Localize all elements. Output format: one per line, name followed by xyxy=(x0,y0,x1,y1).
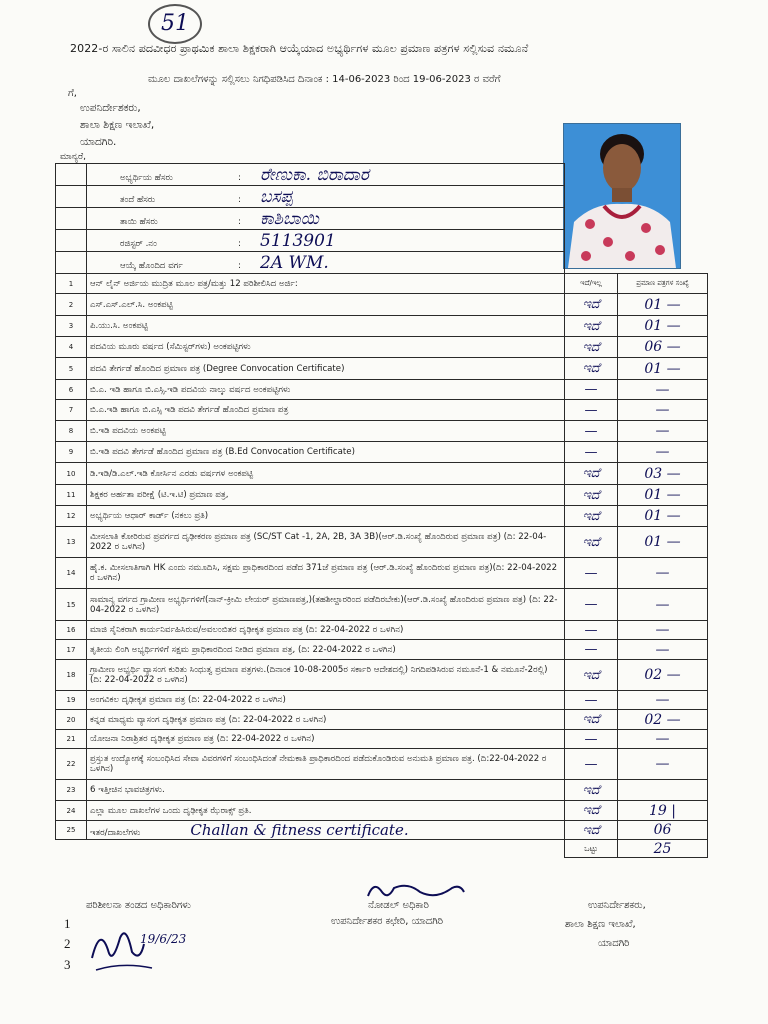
row-description xyxy=(87,274,565,294)
candidate-name-value: ರೇಣುಕಾ. ಬಿರಾದಾರ xyxy=(260,164,369,185)
row-availability: ಇದೆ xyxy=(565,821,618,840)
row-availability: — xyxy=(565,558,618,589)
row-count: 01 — xyxy=(618,316,708,337)
row-availability: ಇದೆ xyxy=(565,710,618,730)
father-name-value: ಬಸಪ್ಪ xyxy=(260,186,293,207)
row-description xyxy=(87,821,565,840)
certificate-row xyxy=(56,400,708,421)
row-description xyxy=(87,463,565,485)
total-spacer xyxy=(56,840,87,858)
row-count: 06 — xyxy=(618,337,708,358)
certificate-row xyxy=(56,801,708,821)
certificate-row xyxy=(56,660,708,691)
form-title: 2022-ರ ಸಾಲಿನ ಪದವೀಧರ ಪ್ರಾಥಮಿಕ ಶಾಲಾ ಶಿಕ್ಷಕರಾಗಿ ಆಯ್ಕೆಯಾದ ಅಭ್ಯರ್ಥಿಗಳ ಮೂಲ ಪ್ರಮಾಣ ಪತ್ರಗಳ ಸಲ್ಲಿಸುವ ನಮೂನೆ xyxy=(70,42,529,55)
row-description-text: ಬಿ.ಇಡಿ ಪದವಿ ತೇರ್ಗಡೆ ಹೊಂದಿದ ಪ್ರಮಾಣ ಪತ್ರ (B.Ed Convocation Certificate) xyxy=(90,447,355,457)
certificate-row xyxy=(56,442,708,463)
row-description xyxy=(87,691,565,710)
father-name-label: ತಂದೆ ಹೆಸರು xyxy=(120,194,156,205)
row-count: 02 — xyxy=(618,660,708,691)
row-count: — xyxy=(618,442,708,463)
certificate-row xyxy=(56,621,708,640)
address-line-3: ಯಾದಗಿರಿ. xyxy=(80,136,117,148)
row-description xyxy=(87,442,565,463)
verification-signature xyxy=(82,918,192,978)
nodal-officer-office: ಉಪನಿರ್ದೇಶಕರ ಕಛೇರಿ, ಯಾದಗಿರಿ xyxy=(331,916,443,927)
verification-team-label: ಪರಿಶೀಲನಾ ತಂಡದ ಅಧಿಕಾರಿಗಳು xyxy=(86,900,191,911)
candidate-name-row xyxy=(56,164,565,186)
row-serial-number: 3 xyxy=(56,316,87,337)
row-description-text: ಪ್ರಸ್ತುತ ಉದ್ಯೋಗಕ್ಕೆ ಸಂಬಂಧಿಸಿದ ಸೇವಾ ವಿವರಗಳಿಗೆ ಸಂಬಂಧಿಸಿದಂತೆ ನೇಮಕಾತಿ ಪ್ರಾಧಿಕಾರದಿಂದ ಪಡೆದುಕೊಂಡಿರುವ ಅನುಮತಿ ಪ್ರಮಾಣ ಪತ್ರ. (ದಿ:22-04-2022 ರ ಒಳಗಿನ) xyxy=(90,754,547,774)
row-serial-number: 5 xyxy=(56,358,87,380)
row-count: — xyxy=(618,749,708,780)
row-description-text: ಯೋಜನಾ ನಿರಾಶ್ರಿತರ ದೃಢೀಕೃತ ಪ್ರಮಾಣ ಪತ್ರ (ದಿ: 22-04-2022 ರ ಒಳಗಿನ) xyxy=(90,734,315,744)
deputy-director-line-2: ಶಾಲಾ ಶಿಕ್ಷಣ ಇಲಾಖೆ, xyxy=(565,919,636,930)
row-description-text: ಡಿ.ಇಡಿ/ಡಿ.ಎಲ್.ಇಡಿ ಕೋರ್ಸಿನ ಎರಡು ವರ್ಷಗಳ ಅಂಕಪಟ್ಟಿ xyxy=(90,468,254,479)
certificate-row xyxy=(56,589,708,621)
row-count: 19 | xyxy=(618,801,708,821)
certificate-row xyxy=(56,485,708,506)
row-count: — xyxy=(618,589,708,621)
row-availability: ಇದೆ xyxy=(565,463,618,485)
total-label: ಒಟ್ಟು xyxy=(565,840,618,858)
row-description xyxy=(87,316,565,337)
mother-name-label: ತಾಯಿ ಹೆಸರು xyxy=(120,216,158,227)
row-description-text: ಬಿ.ಎ.ಇಡಿ ಹಾಗೂ ಬಿ.ಎಸ್ಸಿ ಇಡಿ ಪದವಿ ತೇರ್ಗಡೆ ಹೊಂದಿದ ಪ್ರಮಾಣ ಪತ್ರ xyxy=(90,405,289,415)
deputy-director-line-1: ಉಪನಿರ್ದೇಶಕರು, xyxy=(588,900,646,911)
category-value: 2A WM. xyxy=(260,252,329,273)
deputy-director-line-3: ಯಾದಗಿರಿ xyxy=(598,938,630,949)
row-serial-number: 18 xyxy=(56,660,87,691)
row-description xyxy=(87,710,565,730)
row-description-text: ಹೈ.ಕ. ಮೀಸಲಾತಿಗಾಗಿ HK ಎಂದು ನಮೂದಿಸಿ, ಸಕ್ಷಮ ಪ್ರಾಧಿಕಾರದಿಂದ ಪಡೆದ 371ಜೆ ಪ್ರಮಾಣ ಪತ್ರ (ಆರ್.ಡಿ.ಸಂಖ್ಯೆ ಹೊಂದಿರುವ ಪ್ರಮಾಣ ಪತ್ರ)(ದಿ: 22-04-2022 ರ ಒಳಗಿನ) xyxy=(90,563,558,583)
row-description-text: ತೃತೀಯ ಲಿಂಗಿ ಅಭ್ಯರ್ಥಿಗಳಿಗೆ ಸಕ್ಷಮ ಪ್ರಾಧಿಕಾರದಿಂದ ನೀಡಿದ ಪ್ರಮಾಣ ಪತ್ರ, (ದಿ: 22-04-2022 ರ ಒಳಗಿನ) xyxy=(90,644,396,655)
colon: : xyxy=(238,194,241,205)
row-description xyxy=(87,527,565,558)
row-serial-number: 20 xyxy=(56,710,87,730)
row-availability: — xyxy=(565,589,618,621)
row-description xyxy=(87,801,565,821)
row-count: — xyxy=(618,421,708,442)
row-availability: — xyxy=(565,730,618,749)
documents-table xyxy=(55,163,565,274)
row-description-text: ಎಲ್ಲಾ ಮೂಲ ದಾಖಲೆಗಳ ಒಂದು ದೃಢೀಕೃತ ಝೆರಾಕ್ಸ್ ಪ್ರತಿ. xyxy=(90,805,252,816)
row-availability: — xyxy=(565,621,618,640)
row-description-text: ಇತರ/ದಾಖಲೆಗಳು xyxy=(90,828,141,838)
row-description-text: ಅಭ್ಯರ್ಥಿಯ ಆಧಾರ್ ಕಾರ್ಡ್ (ನಕಲು ಪ್ರತಿ) xyxy=(90,511,209,521)
row-availability: ಇದೆ xyxy=(565,780,618,801)
nodal-officer-title: ನೋಡಲ್ ಅಧಿಕಾರಿ xyxy=(368,900,429,911)
row-description xyxy=(87,485,565,506)
certificate-row xyxy=(56,558,708,589)
colon: : xyxy=(238,238,241,249)
row-serial-number: 23 xyxy=(56,780,87,801)
row-count: — xyxy=(618,621,708,640)
certificate-row xyxy=(56,730,708,749)
row-availability: ಇದೆ xyxy=(565,527,618,558)
row-description-text: ಬಿ.ಎ. ಇಡಿ ಹಾಗೂ ಬಿ.ಎಸ್ಸಿ.ಇಡಿ ಪದವಿಯ ನಾಲ್ಕು ವರ್ಷದ ಅಂಕಪಟ್ಟಿಗಳು xyxy=(90,384,291,395)
row-description xyxy=(87,294,565,316)
colon: : xyxy=(238,172,241,183)
address-line-1: ಉಪನಿರ್ದೇಶಕರು, xyxy=(80,102,141,114)
row-description xyxy=(87,660,565,691)
page-number: 51 xyxy=(148,4,202,44)
certificate-row xyxy=(56,421,708,442)
row-count: — xyxy=(618,380,708,400)
yes-no-header: ಇದೆ/ಇಲ್ಲ xyxy=(565,274,618,294)
row-count: 06 xyxy=(618,821,708,840)
row-availability: ಇದೆ xyxy=(565,506,618,527)
row-serial-number: 14 xyxy=(56,558,87,589)
row-description-text: ಶಿಕ್ಷಕರ ಅರ್ಹತಾ ಪರೀಕ್ಷೆ (ಟಿ.ಇ.ಟಿ) ಪ್ರಮಾಣ ಪತ್ರ, xyxy=(90,490,229,500)
row-count: 03 — xyxy=(618,463,708,485)
row-serial-number: 12 xyxy=(56,506,87,527)
row-description-text: ಪಿ.ಯು.ಸಿ. ಅಂಕಪಟ್ಟಿ xyxy=(90,321,149,331)
row-serial-number: 19 xyxy=(56,691,87,710)
row-description xyxy=(87,380,565,400)
row-serial-number: 11 xyxy=(56,485,87,506)
total-row xyxy=(56,840,708,858)
row-description-text: ಪದವಿ ತೇರ್ಗಡೆ ಹೊಂದಿದ ಪ್ರಮಾಣ ಪತ್ರ (Degree Convocation Certificate) xyxy=(90,363,345,374)
row-serial-number: 22 xyxy=(56,749,87,780)
row-description-text: ಕನ್ನಡ ಮಾಧ್ಯಮ ವ್ಯಾಸಂಗ ದೃಢೀಕೃತ ಪ್ರಮಾಣ ಪತ್ರ (ದಿ: 22-04-2022 ರ ಒಳಗಿನ) xyxy=(90,714,327,725)
row-description xyxy=(87,621,565,640)
row-serial-number: 24 xyxy=(56,801,87,821)
row-availability: — xyxy=(565,749,618,780)
certificate-row xyxy=(56,749,708,780)
row-serial-number: 10 xyxy=(56,463,87,485)
row-serial-number: 7 xyxy=(56,400,87,421)
row-serial-number: 4 xyxy=(56,337,87,358)
row-count: — xyxy=(618,730,708,749)
handwritten-note: Challan & fitness certificate. xyxy=(190,821,409,839)
row-serial-number: 1 xyxy=(56,274,87,294)
colon: : xyxy=(238,216,241,227)
row-description-text: ಮೀಸಲಾತಿ ಕೋರಿರುವ ಪ್ರವರ್ಗದ ದೃಢೀಕರಣ ಪ್ರಮಾಣ ಪತ್ರ (SC/ST Cat -1, 2A, 2B, 3A 3B)(ಆರ್.ಡಿ.ಸಂಖ್ಯೆ ಹೊಂದಿರುವ ಪ್ರಮಾಣ ಪತ್ರ) (ದಿ: 22-04-2022 ರ ಒಳಗಿನ) xyxy=(90,532,547,552)
row-count: — xyxy=(618,400,708,421)
certificate-row xyxy=(56,780,708,801)
mother-name-value: ಕಾಶಿಬಾಯಿ xyxy=(260,208,319,229)
category-label: ಆಯ್ಕೆ ಹೊಂದಿದ ವರ್ಗ xyxy=(120,260,183,271)
certificate-row xyxy=(56,274,708,294)
submission-dates: ಮೂಲ ದಾಖಲೆಗಳನ್ನು ಸಲ್ಲಿಸಲು ನಿಗಧಿಪಡಿಸಿದ ದಿನಾಂಕ : 14-06-2023 ರಿಂದ 19-06-2023 ರ ವರೆಗೆ xyxy=(148,74,501,85)
row-description xyxy=(87,506,565,527)
register-number-value: 5113901 xyxy=(260,230,336,251)
row-count: — xyxy=(618,691,708,710)
count-header: ಪ್ರಮಾಣ ಪತ್ರಗಳ ಸಂಖ್ಯೆ xyxy=(618,274,708,294)
row-description-text: ಅಂಗವಿಕಲ ದೃಢೀಕೃತ ಪ್ರಮಾಣ ಪತ್ರ (ದಿ: 22-04-2022 ರ ಒಳಗಿನ) xyxy=(90,695,286,705)
certificate-row xyxy=(56,527,708,558)
row-availability: — xyxy=(565,421,618,442)
row-serial-number: 17 xyxy=(56,640,87,660)
salutation: ಮಾನ್ಯರೆ, xyxy=(60,152,86,162)
register-number-row xyxy=(56,230,565,252)
candidate-name-label: ಅಭ್ಯರ್ಥಿಯ ಹೆಸರು xyxy=(120,172,173,183)
row-count: — xyxy=(618,558,708,589)
row-availability: — xyxy=(565,380,618,400)
row-description-text: ಗ್ರಾಮೀಣ ಅಭ್ಯರ್ಥಿ ವ್ಯಾಸಂಗ ಕುರಿತು ಸಿಂಧುತ್ವ ಪ್ರಮಾಣ ಪತ್ರಗಳು.(ದಿನಾಂಕ 10-08-2005ರ ಸರ್ಕಾರಿ ಆದೇಶದಲ್ಲಿ) ನಿಗದಿಪಡಿಸಿರುವ ನಮೂನೆ-1 & ನಮೂನೆ-2ರಲ್ಲಿ) (ದಿ: 22-04-2022 ರ ಒಳಗಿನ) xyxy=(90,665,548,685)
row-description xyxy=(87,640,565,660)
to-mark: ಗೆ, xyxy=(68,88,77,99)
row-availability: — xyxy=(565,442,618,463)
row-count: 02 — xyxy=(618,710,708,730)
mother-name-row xyxy=(56,208,565,230)
row-description-text: ಮಾಜಿ ಸೈನಿಕರಾಗಿ ಕಾರ್ಯನಿರ್ವಹಿಸಿರುವ/ಅವಲಂಬಿತರ ದೃಢೀಕೃತ ಪ್ರಮಾಣ ಪತ್ರ (ದಿ: 22-04-2022 ರ ಒಳಗಿನ) xyxy=(90,625,404,635)
row-count: 01 — xyxy=(618,358,708,380)
row-serial-number: 9 xyxy=(56,442,87,463)
row-count: — xyxy=(618,640,708,660)
row-description xyxy=(87,780,565,801)
row-description-text: ಬಿ.ಇಡಿ ಪದವಿಯ ಅಂಕಪಟ್ಟಿ xyxy=(90,426,166,436)
certificate-row xyxy=(56,337,708,358)
row-availability: ಇದೆ xyxy=(565,485,618,506)
certificate-row xyxy=(56,380,708,400)
register-number-label: ರಜಿಸ್ಟರ್ .ನಂ xyxy=(120,238,157,249)
row-description-text: ಪದವಿಯ ಮೂರು ವರ್ಷದ (ಸೆಮಿಸ್ಟರ್‌ಗಳು) ಅಂಕಪಟ್ಟಿಗಳು xyxy=(90,342,251,352)
row-serial-number: 8 xyxy=(56,421,87,442)
row-availability: — xyxy=(565,691,618,710)
row-description xyxy=(87,749,565,780)
row-serial-number: 2 xyxy=(56,294,87,316)
address-line-2: ಶಾಲಾ ಶಿಕ್ಷಣ ಇಲಾಖೆ, xyxy=(80,119,155,131)
row-serial-number: 21 xyxy=(56,730,87,749)
row-count: 01 — xyxy=(618,485,708,506)
certificate-row xyxy=(56,710,708,730)
team-number-3: 3 xyxy=(64,957,71,972)
certificate-row xyxy=(56,294,708,316)
team-number-2: 2 xyxy=(64,936,71,951)
row-availability: ಇದೆ xyxy=(565,337,618,358)
father-name-row xyxy=(56,186,565,208)
row-description xyxy=(87,421,565,442)
row-count: 01 — xyxy=(618,294,708,316)
row-availability: ಇದೆ xyxy=(565,294,618,316)
row-description-text: ಸಾಮಾನ್ಯ ವರ್ಗದ ಗ್ರಾಮೀಣ ಅಭ್ಯರ್ಥಿಗಳಿಗೆ(ನಾನ್-ಕ್ರೀಮಿ ಲೇಯರ್ ಪ್ರಮಾಣಪತ್ರ,)(ತಹಶೀಲ್ದಾರರಿಂದ ಪಡೆದಿರಬೇಕು)(ಆರ್.ಡಿ.ಸಂಖ್ಯೆ ಹೊಂದಿರುವ ಪ್ರಮಾಣ ಪತ್ರ) (ದಿ: 22-04-2022 ರ ಒಳಗಿನ) xyxy=(90,594,558,615)
row-serial-number: 15 xyxy=(56,589,87,621)
candidate-photo-illustration xyxy=(564,124,680,268)
row-serial-number: 13 xyxy=(56,527,87,558)
row-availability: ಇದೆ xyxy=(565,801,618,821)
row-serial-number: 25 xyxy=(56,821,87,840)
row-description xyxy=(87,358,565,380)
category-row xyxy=(56,252,565,274)
total-value: 25 xyxy=(618,840,708,858)
row-availability: ಇದೆ xyxy=(565,358,618,380)
total-spacer xyxy=(87,840,565,858)
certificate-row xyxy=(56,463,708,485)
certificate-row xyxy=(56,691,708,710)
row-availability: ಇದೆ xyxy=(565,316,618,337)
colon: : xyxy=(238,260,241,271)
certificate-row xyxy=(56,640,708,660)
row-count: 01 — xyxy=(618,506,708,527)
row-count xyxy=(618,780,708,801)
row-description xyxy=(87,337,565,358)
candidate-photo xyxy=(563,123,681,269)
row-availability: — xyxy=(565,400,618,421)
row-description xyxy=(87,400,565,421)
row-description xyxy=(87,730,565,749)
row-description-text: 6 ಇತ್ತೀಚಿನ ಭಾವಚಿತ್ರಗಳು. xyxy=(90,785,165,795)
certificate-row xyxy=(56,316,708,337)
row-description xyxy=(87,589,565,621)
certificate-row xyxy=(56,358,708,380)
certificate-row xyxy=(56,821,708,840)
row-count: 01 — xyxy=(618,527,708,558)
certificate-row xyxy=(56,506,708,527)
row-serial-number: 6 xyxy=(56,380,87,400)
signature-date: 19/6/23 xyxy=(140,932,187,946)
certificates-table xyxy=(55,273,708,858)
row-availability: — xyxy=(565,640,618,660)
row-description-text: ಎಸ್.ಎಸ್.ಎಲ್.ಸಿ. ಅಂಕಪಟ್ಟಿ xyxy=(90,299,173,310)
row-description xyxy=(87,558,565,589)
row-serial-number: 16 xyxy=(56,621,87,640)
row-availability: ಇದೆ xyxy=(565,660,618,691)
team-number-1: 1 xyxy=(64,916,71,931)
row-description-text: ಆನ್ ಲೈನ್ ಅರ್ಜಿಯ ಮುದ್ರಿತ ಮೂಲ ಪತ್ರ/ಮತ್ತು 12 ಪರಿಶೀಲಿಸಿದ ಅರ್ಜಿ: xyxy=(90,278,298,289)
